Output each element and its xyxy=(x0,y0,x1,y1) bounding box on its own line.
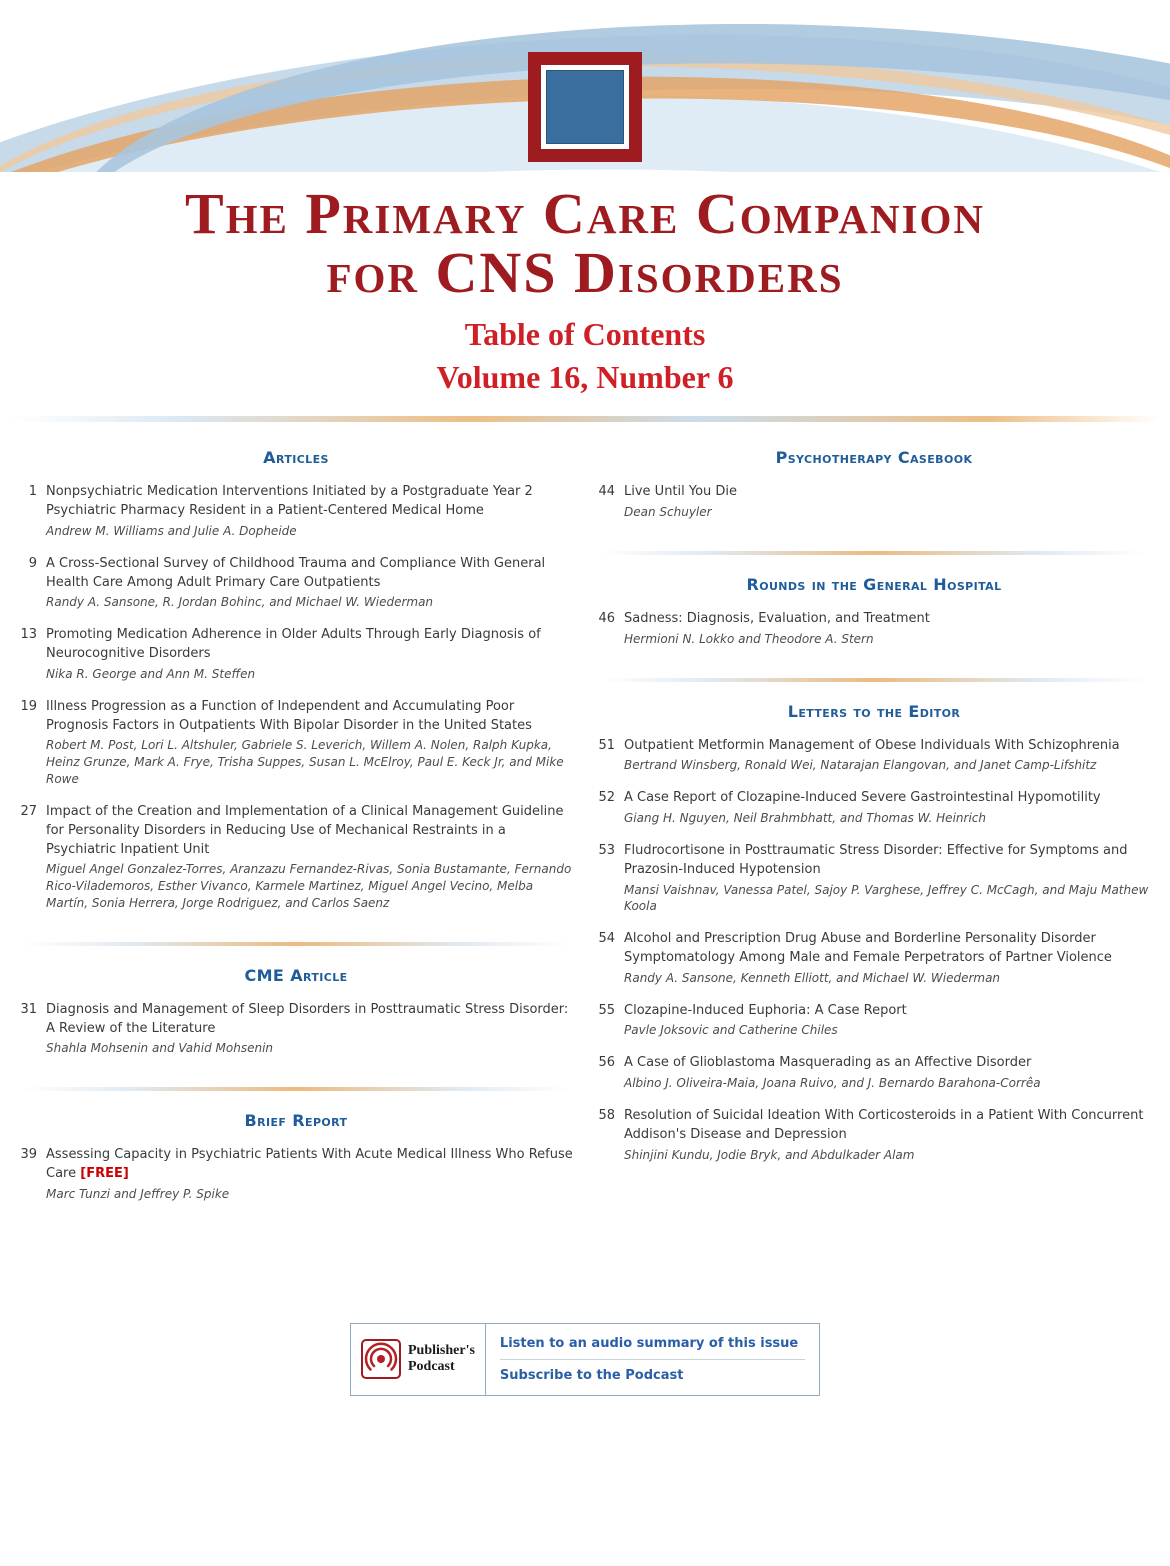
entry-title-link[interactable]: Illness Progression as a Function of Independent and Accumulating Poor Prognosis Factors in Outpatients With Bipolar Disorder in the United States xyxy=(46,698,532,733)
entry-authors: Hermioni N. Lokko and Theodore A. Stern xyxy=(624,631,874,646)
header-banner xyxy=(0,0,1170,172)
entry-body xyxy=(624,1107,1152,1163)
entry-page-number: 19 xyxy=(20,698,37,714)
entry-body xyxy=(46,1001,574,1057)
entry-page-number: 27 xyxy=(20,803,37,819)
audio-summary-link[interactable]: Listen to an audio summary of this issue xyxy=(500,1328,805,1360)
entry-page-number: 52 xyxy=(598,790,615,806)
toc-entry xyxy=(596,483,1152,521)
toc-entry xyxy=(596,1107,1152,1163)
podcast-links xyxy=(486,1324,819,1395)
section-divider xyxy=(22,1087,570,1091)
entry-title-link[interactable]: Outpatient Metformin Management of Obese Individuals With Schizophrenia xyxy=(624,737,1120,753)
entry-title-link[interactable]: Live Until You Die xyxy=(624,484,738,500)
toc-section xyxy=(18,1087,574,1202)
toc-entry xyxy=(596,842,1152,915)
entry-authors: Nika R. George and Ann M. Steffen xyxy=(46,666,256,681)
section-heading: Brief Report xyxy=(244,1111,348,1131)
entry-title-link[interactable]: Diagnosis and Management of Sleep Disorders in Posttraumatic Stress Disorder: A Review of the Literature xyxy=(46,1001,569,1036)
section-divider xyxy=(600,551,1148,555)
entry-page-number: 13 xyxy=(20,627,37,643)
section-heading: CME Article xyxy=(244,965,348,985)
entry-body xyxy=(46,483,574,539)
entry-authors: Dean Schuyler xyxy=(624,505,712,520)
toc-entry xyxy=(596,789,1152,827)
entry-authors: Miguel Angel Gonzalez-Torres, Aranzazu Fernandez-Rivas, Sonia Bustamante, Fernando Rico-Vilademoros, Esther Vivanco, Karmele Martinez, Miguel Angel Vecino, Melba Martín, Sonia Herrera, Jorge Rodriguez, and Carlos Saenz xyxy=(46,862,572,910)
entry-body xyxy=(624,1054,1152,1092)
entry-body xyxy=(46,698,574,788)
entry-title-link[interactable]: Assessing Capacity in Psychiatric Patients With Acute Medical Illness Who Refuse Care [FREE] xyxy=(46,1147,573,1182)
entry-authors: Albino J. Oliveira-Maia, Joana Ruivo, and J. Bernardo Barahona-Corrêa xyxy=(624,1076,1041,1091)
entry-title-link[interactable]: Promoting Medication Adherence in Older Adults Through Early Diagnosis of Neurocognitive Disorders xyxy=(46,627,541,662)
free-tag: [FREE] xyxy=(80,1166,129,1182)
section-heading: Articles xyxy=(263,448,329,468)
podcast-name xyxy=(408,1343,475,1375)
journal-logo xyxy=(528,52,642,162)
entry-authors: Bertrand Winsberg, Ronald Wei, Natarajan Elangovan, and Janet Camp-Lifshitz xyxy=(624,758,1097,773)
section-heading: Psychotherapy Casebook xyxy=(775,448,973,468)
entry-title-link[interactable]: A Cross-Sectional Survey of Childhood Trauma and Compliance With General Health Care Among Adult Primary Care Outpatients xyxy=(46,555,546,590)
entry-body xyxy=(46,1146,574,1202)
entry-page-number: 9 xyxy=(28,555,37,571)
entry-title-link[interactable]: A Case of Glioblastoma Masquerading as an Affective Disorder xyxy=(624,1055,1032,1071)
entry-body xyxy=(624,789,1152,827)
entry-page-number: 55 xyxy=(598,1002,615,1018)
entry-authors: Randy A. Sansone, R. Jordan Bohinc, and Michael W. Wiederman xyxy=(46,595,434,610)
entry-body xyxy=(46,555,574,611)
entry-title-link[interactable]: Clozapine-Induced Euphoria: A Case Report xyxy=(624,1002,907,1018)
toc-entry xyxy=(18,1146,574,1202)
journal-logo-ring xyxy=(541,65,629,149)
entry-page-number: 1 xyxy=(28,484,37,500)
entry-title-link[interactable]: Alcohol and Prescription Drug Abuse and Borderline Personality Disorder Symptomatology Among Male and Female Perpetrators of Partner Violence xyxy=(624,931,1112,965)
toc-entry xyxy=(18,698,574,788)
toc-entry xyxy=(596,930,1152,986)
entry-authors: Mansi Vaishnav, Vanessa Patel, Sajoy P. Varghese, Jeffrey C. McCagh, and Maju Mathew Koola xyxy=(624,882,1149,914)
toc-entry xyxy=(18,626,574,682)
toc-columns xyxy=(0,448,1170,1232)
journal-title-line1: The Primary Care Companion xyxy=(184,181,986,246)
entry-body xyxy=(46,803,574,912)
toc-title: Table of Contents xyxy=(464,316,706,353)
toc-entry xyxy=(596,1002,1152,1040)
entry-authors: Andrew M. Williams and Julie A. Dopheide xyxy=(46,524,297,538)
podcast-logo-block[interactable] xyxy=(351,1324,486,1395)
entry-body xyxy=(624,930,1152,986)
podcast-box xyxy=(350,1323,820,1396)
entry-authors: Robert M. Post, Lori L. Altshuler, Gabriele S. Leverich, Willem A. Nolen, Ralph Kupka, Heinz Grunze, Mark A. Frye, Trisha Suppes, Susan L. McElroy, Paul E. Keck Jr, and Mike Rowe xyxy=(46,738,564,787)
toc-entry xyxy=(596,610,1152,648)
toc-section xyxy=(18,942,574,1057)
entry-page-number: 58 xyxy=(598,1107,615,1123)
entry-body xyxy=(624,483,1152,521)
entry-page-number: 54 xyxy=(598,931,615,947)
issue-label: Volume 16, Number 6 xyxy=(436,359,734,396)
entry-title-link[interactable]: Sadness: Diagnosis, Evaluation, and Treatment xyxy=(624,610,930,626)
entry-authors: Pavle Joksovic and Catherine Chiles xyxy=(624,1023,838,1038)
entry-body xyxy=(624,737,1152,775)
page-header xyxy=(0,0,1170,422)
entry-page-number: 39 xyxy=(20,1147,37,1163)
toc-section xyxy=(596,551,1152,648)
entry-page-number: 44 xyxy=(598,484,615,500)
toc-entry xyxy=(18,1001,574,1057)
entry-authors: Randy A. Sansone, Kenneth Elliott, and Michael W. Wiederman xyxy=(624,970,1001,985)
entry-authors: Giang H. Nguyen, Neil Brahmbhatt, and Thomas W. Heinrich xyxy=(624,811,986,826)
toc-entry xyxy=(18,555,574,611)
entry-page-number: 53 xyxy=(598,842,615,858)
section-divider xyxy=(22,942,570,946)
subscribe-podcast-link[interactable]: Subscribe to the Podcast xyxy=(499,1367,684,1383)
entry-body xyxy=(46,626,574,682)
toc-section xyxy=(596,448,1152,521)
journal-logo-center xyxy=(546,70,624,144)
section-heading: Letters to the Editor xyxy=(787,701,961,721)
entry-body xyxy=(624,842,1152,915)
left-column xyxy=(18,448,574,1232)
podcast-name-line2: Podcast xyxy=(408,1359,455,1375)
entry-body xyxy=(624,1002,1152,1040)
journal-title-line2: for CNS Disorders xyxy=(326,240,844,306)
section-divider xyxy=(600,678,1148,682)
journal-title xyxy=(20,181,1150,306)
entry-page-number: 31 xyxy=(20,1001,37,1017)
entry-title-link[interactable]: Resolution of Suicidal Ideation With Corticosteroids in a Patient With Concurrent Addison's Disease and Depression xyxy=(624,1107,1144,1142)
entry-title-link[interactable]: A Case Report of Clozapine-Induced Severe Gastrointestinal Hypomotility xyxy=(624,790,1101,806)
entry-body xyxy=(624,610,1152,648)
entry-authors: Shahla Mohsenin and Vahid Mohsenin xyxy=(46,1041,274,1056)
entry-page-number: 56 xyxy=(598,1055,615,1071)
podcast-icon xyxy=(361,1339,401,1379)
entry-authors: Shinjini Kundu, Jodie Bryk, and Abdulkader Alam xyxy=(624,1147,915,1162)
toc-entry xyxy=(596,737,1152,775)
toc-entry xyxy=(18,803,574,912)
page-footer xyxy=(0,1323,1170,1396)
toc-entry xyxy=(596,1054,1152,1092)
toc-entry xyxy=(18,483,574,539)
entry-title-link[interactable]: Impact of the Creation and Implementation of a Clinical Management Guideline for Personality Disorders in Reducing Use of Mechanical Restraints in a Psychiatric Inpatient Unit xyxy=(46,803,564,857)
entry-page-number: 46 xyxy=(598,610,615,626)
entry-authors: Marc Tunzi and Jeffrey P. Spike xyxy=(46,1186,230,1201)
right-column xyxy=(596,448,1152,1193)
toc-section xyxy=(18,448,574,911)
header-divider xyxy=(10,416,1160,422)
podcast-name-line1: Publisher's xyxy=(408,1343,475,1359)
entry-title-link[interactable]: Nonpsychiatric Medication Interventions Initiated by a Postgraduate Year 2 Psychiatric Pharmacy Resident in a Patient-Centered Medical Home xyxy=(46,484,533,519)
entry-title-link[interactable]: Fludrocortisone in Posttraumatic Stress Disorder: Effective for Symptoms and Prazosin-Induced Hypotension xyxy=(624,842,1128,877)
toc-section xyxy=(596,678,1152,1164)
entry-page-number: 51 xyxy=(598,737,615,753)
section-heading: Rounds in the General Hospital xyxy=(746,574,1002,594)
